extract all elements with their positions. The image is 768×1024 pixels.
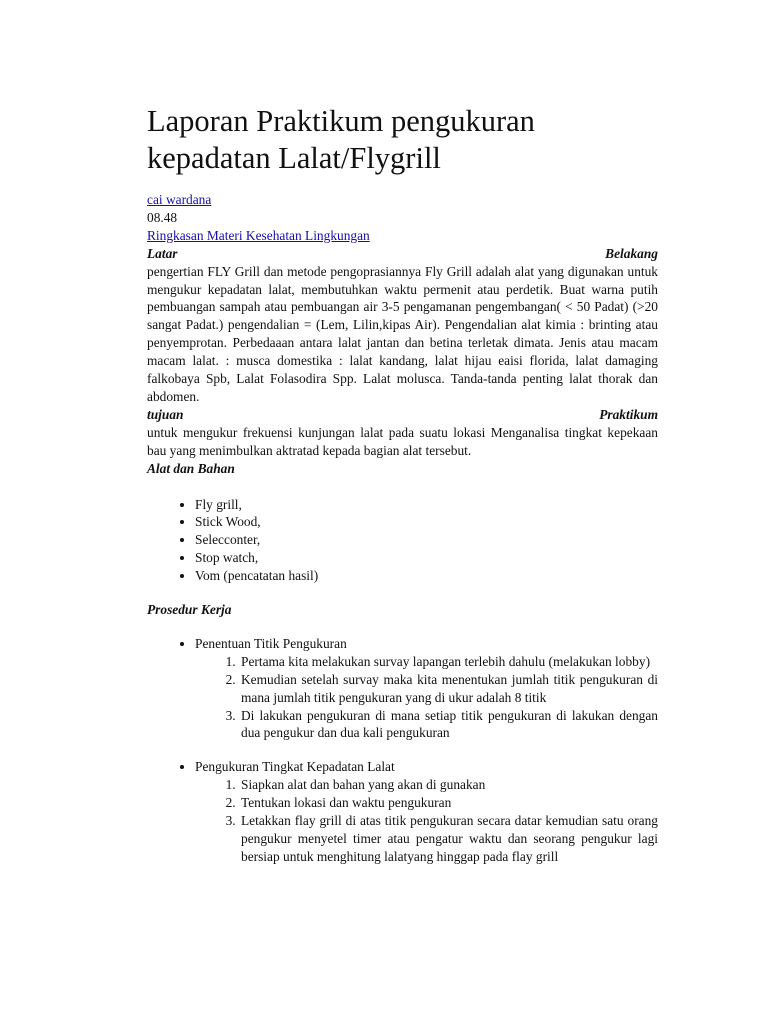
prosedur-heading: Prosedur Kerja — [147, 602, 232, 618]
list-item: • Stick Wood, — [195, 513, 658, 531]
article-body — [147, 103, 658, 882]
prosedur-list — [147, 635, 658, 866]
step-item: 2. Kemudian setelah survay maka kita menentukan jumlah titik pengukuran di mana jumlah titik pengukuran yang di ukur adalah 8 titik — [239, 671, 658, 707]
step-item: 3. Di lakukan pengukuran di mana setiap titik pengukuran di lakukan dengan dua pengukur dan dua kali pengukuran — [239, 707, 658, 743]
list-item: • Fly grill, — [195, 496, 658, 514]
tujuan-paragraph: untuk mengukur frekuensi kunjungan lalat pada suatu lokasi Menganalisa tingkat kepekaan bau yang menimbulkan aktratad kepada bagian alat tersebut. — [147, 424, 658, 458]
prosedur-steps — [195, 776, 658, 866]
tujuan-praktikum-heading — [147, 406, 658, 424]
page-title: Laporan Praktikum pengukuran kepadatan Lalat/Flygrill — [147, 104, 535, 175]
step-item: 1. Pertama kita melakukan survay lapangan terlebih dahulu (melakukan lobby) — [239, 653, 658, 671]
alat-bahan-heading: Alat dan Bahan — [147, 460, 235, 476]
prosedur-group — [195, 758, 658, 865]
step-item: 1. Siapkan alat dan bahan yang akan di gunakan — [239, 776, 658, 794]
step-item: 3. Letakkan flay grill di atas titik pengukuran secara datar kemudian satu orang pengukur menyetel timer atau pengatur waktu dan seorang pengukur lagi bersiap untuk menghitung lalatyang hinggap pada flay grill — [239, 812, 658, 866]
latar-heading-left: Latar — [147, 245, 178, 261]
tujuan-heading-right: Praktikum — [599, 406, 658, 422]
alat-bahan-list — [147, 496, 658, 586]
latar-heading-right: Belakang — [605, 245, 658, 261]
list-item: • Stop watch, — [195, 549, 658, 567]
post-time: 08.48 — [147, 209, 178, 225]
latar-belakang-heading — [147, 245, 658, 263]
list-item: • Selecconter, — [195, 531, 658, 549]
category-link[interactable]: Ringkasan Materi Kesehatan Lingkungan — [147, 227, 370, 243]
prosedur-steps — [195, 653, 658, 743]
author-link[interactable]: cai wardana — [147, 192, 212, 207]
prosedur-group-label: Pengukuran Tingkat Kepadatan Lalat — [195, 759, 395, 775]
latar-paragraph: pengertian FLY Grill dan metode pengoprasiannya Fly Grill adalah alat yang digunakan untuk mengukur kepadatan lalat, membutuhkan waktu permenit atau perdetik. Buat warna putih pembuangan sampah atau pembuangan air 3-5 pengamanan pengembangan( < 50 Padat) (>20 sangat Padat.) pengendalian = (Lem, Lilin,kipas Air). Pengendalian alat kimia : brinting atau penyemprotan. Perbedaaan antara lalat jantan dan betina terletak dimata. Jenis atau macam macam lalat. : musca domestika : lalat kandang, lalat hijau eaisi florida, lalat damaging falkobaya Spb, Lalat Folasodira Spp. Lalat molusca. Tanda-tanda penting lalat thorak dan abdomen. — [147, 263, 658, 404]
step-item: 2. Tentukan lokasi dan waktu pengukuran — [239, 794, 658, 812]
list-item: • Vom (pencatatan hasil) — [195, 567, 658, 585]
tujuan-heading-left: tujuan — [147, 406, 184, 422]
prosedur-group-label: Penentuan Titik Pengukuran — [195, 635, 347, 651]
prosedur-group — [195, 635, 658, 742]
